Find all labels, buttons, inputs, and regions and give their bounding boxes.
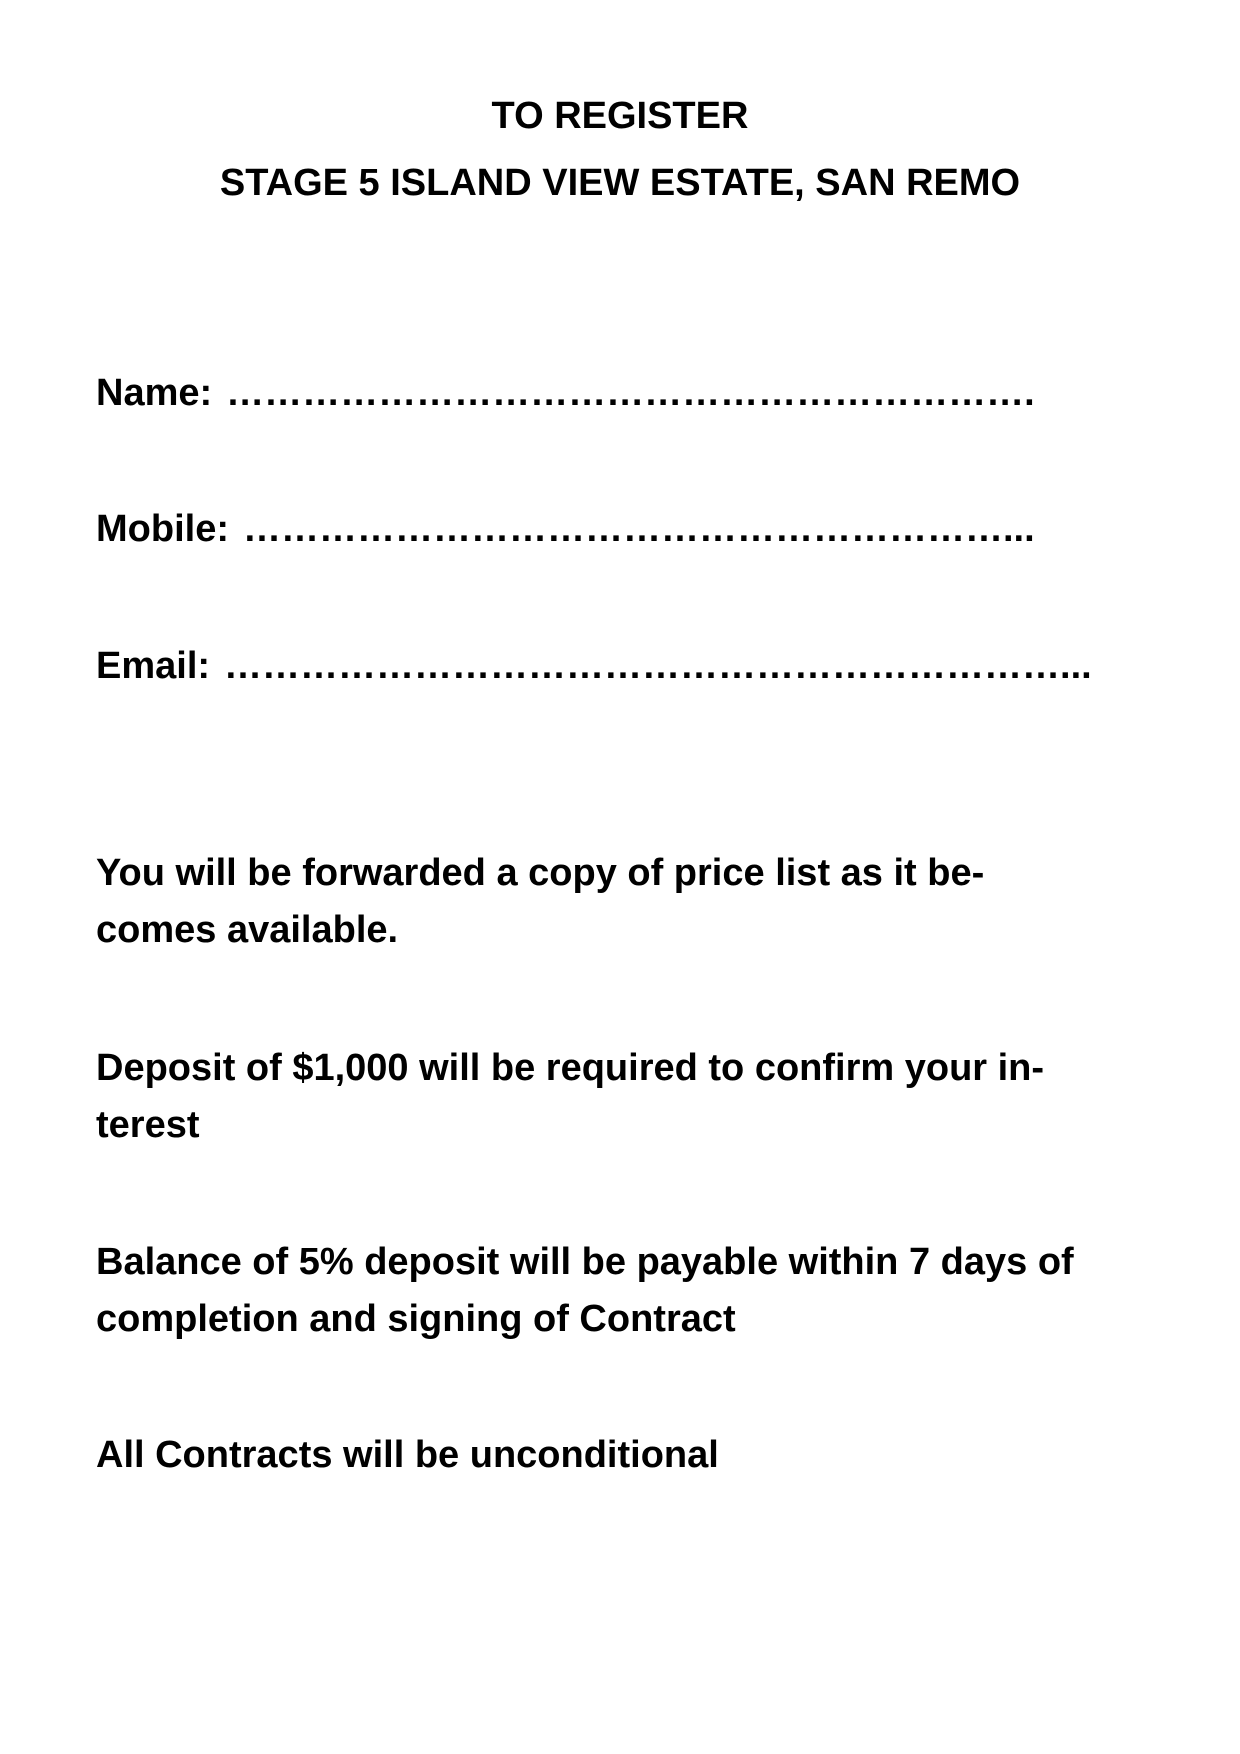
- contracts-paragraph: [96, 1427, 719, 1484]
- email-label: Email:: [96, 645, 211, 687]
- paragraph-line: Balance of 5% deposit will be payable within 7 days of: [96, 1241, 1074, 1283]
- page-title: TO REGISTER: [491, 95, 749, 137]
- mobile-fill-line[interactable]: ……………………………………………………...: [242, 508, 1035, 550]
- paragraph-line: You will be forwarded a copy of price list as it be-: [96, 852, 985, 894]
- paragraph-line: comes available.: [96, 909, 399, 951]
- paragraph-line: terest: [96, 1104, 200, 1146]
- name-label: Name:: [96, 372, 213, 414]
- price-list-paragraph: [96, 845, 984, 959]
- balance-paragraph: [96, 1234, 1074, 1348]
- paragraph-line: completion and signing of Contract: [96, 1298, 736, 1340]
- mobile-field[interactable]: [96, 505, 1035, 553]
- name-field[interactable]: [96, 369, 1035, 417]
- deposit-paragraph: [96, 1040, 1044, 1154]
- email-fill-line[interactable]: …………………………………………………………...: [224, 645, 1092, 687]
- mobile-label: Mobile:: [96, 508, 229, 550]
- name-fill-line[interactable]: ……………………………………………………….: [226, 372, 1035, 414]
- page-subtitle: STAGE 5 ISLAND VIEW ESTATE, SAN REMO: [219, 162, 1021, 204]
- paragraph-line: Deposit of $1,000 will be required to confirm your in-: [96, 1047, 1045, 1089]
- email-field[interactable]: [96, 642, 1092, 690]
- paragraph-line: All Contracts will be unconditional: [96, 1434, 719, 1476]
